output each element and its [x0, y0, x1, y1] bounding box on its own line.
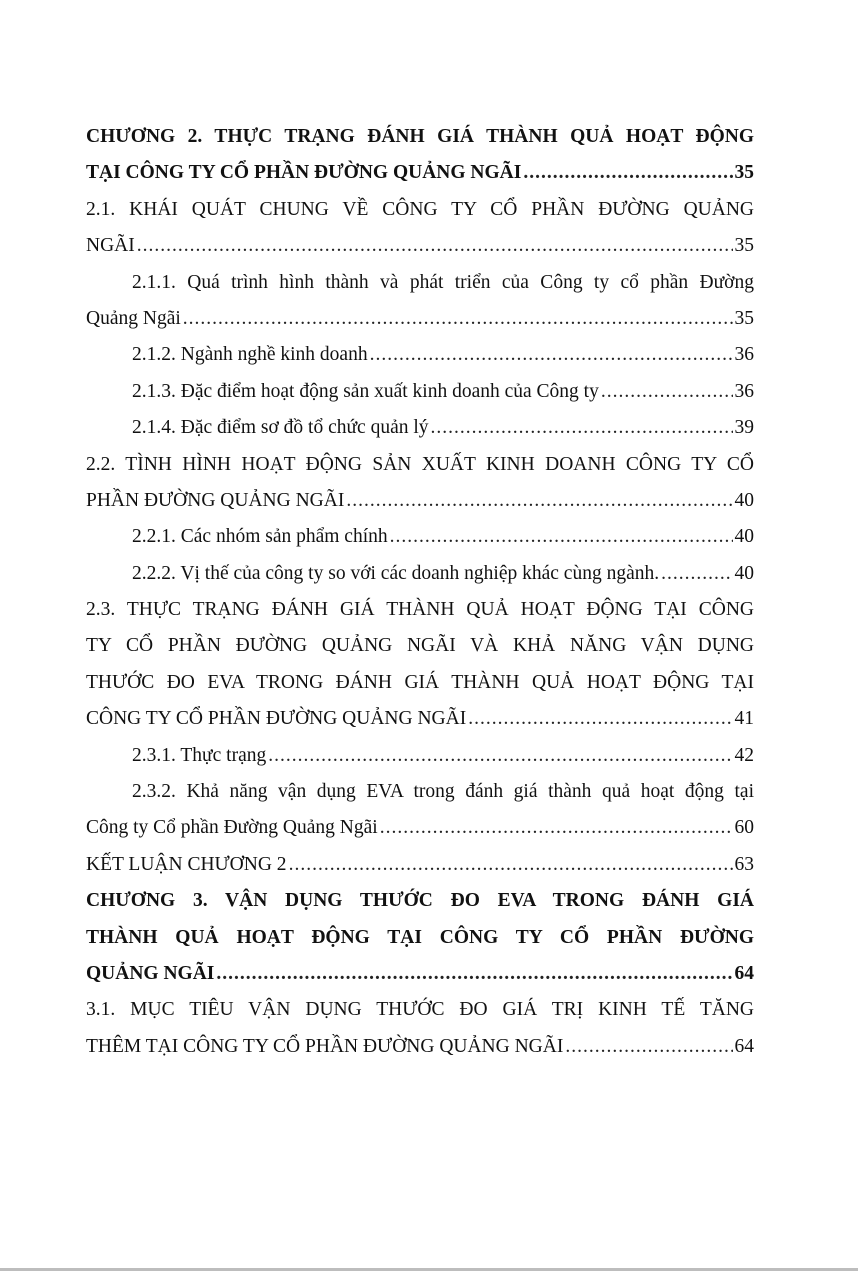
toc-page-number: 36 — [734, 380, 754, 402]
toc-entry-text: 2.1.2. Ngành nghề kinh doanh — [132, 344, 368, 366]
toc-entry-line: THƯỚC ĐO EVA TRONG ĐÁNH GIÁ THÀNH QUẢ HOẠT ĐỘNG TẠI — [86, 671, 754, 693]
toc-entry-2-3-1[interactable] — [86, 738, 754, 774]
dot-leader — [523, 155, 732, 191]
toc-entry-last-line — [86, 738, 754, 774]
toc-page-number: 35 — [734, 307, 754, 329]
toc-page-number: 39 — [734, 417, 754, 439]
toc-entry-2-2[interactable] — [86, 447, 754, 520]
toc-entry-last-line — [86, 847, 754, 883]
toc-entry-line: CHƯƠNG 3. VẬN DỤNG THƯỚC ĐO EVA TRONG ĐÁNH GIÁ — [86, 890, 754, 912]
toc-entry-2-1-3[interactable] — [86, 374, 754, 410]
toc-entry-2-2-1[interactable] — [86, 519, 754, 555]
toc-entry-text: 2.1.4. Đặc điểm sơ đồ tổ chức quản lý — [132, 417, 429, 439]
toc-entry-chapter-2[interactable] — [86, 119, 754, 192]
toc-page-number: 35 — [734, 235, 754, 257]
toc-page-number: 40 — [734, 489, 754, 511]
dot-leader — [183, 301, 733, 337]
dot-leader — [346, 483, 732, 519]
toc-entry-text: 2.2.2. Vị thế của công ty so với các doanh nghiệp khác cùng ngành. — [132, 562, 660, 584]
dot-leader — [216, 956, 732, 992]
toc-entry-2-1-4[interactable] — [86, 410, 754, 446]
toc-entry-last-line — [86, 483, 754, 519]
toc-entry-text: Quảng Ngãi — [86, 307, 181, 329]
dot-leader — [565, 1029, 732, 1065]
dot-leader — [431, 410, 733, 446]
dot-leader — [380, 810, 733, 846]
toc-entry-line: 2.2. TÌNH HÌNH HOẠT ĐỘNG SẢN XUẤT KINH DOANH CÔNG TY CỔ — [86, 453, 754, 475]
toc-entry-last-line — [86, 410, 754, 446]
toc-entry-text: PHẦN ĐƯỜNG QUẢNG NGÃI — [86, 489, 345, 511]
toc-entry-2-3-2[interactable] — [86, 774, 754, 847]
toc-entry-line: CHƯƠNG 2. THỰC TRẠNG ĐÁNH GIÁ THÀNH QUẢ HOẠT ĐỘNG — [86, 126, 754, 147]
toc-entry-text: TẠI CÔNG TY CỔ PHẦN ĐƯỜNG QUẢNG NGÃI — [86, 162, 522, 184]
toc-entry-last-line — [86, 1029, 754, 1065]
toc-entry-chapter-3[interactable] — [86, 883, 754, 992]
toc-entry-line: 2.3.2. Khả năng vận dụng EVA trong đánh giá thành quả hoạt động tại — [132, 781, 754, 803]
toc-entry-text: 2.2.1. Các nhóm sản phẩm chính — [132, 526, 388, 548]
toc-entry-last-line — [86, 374, 754, 410]
toc-page-number: 40 — [734, 526, 754, 548]
toc-entry-line: 2.3. THỰC TRẠNG ĐÁNH GIÁ THÀNH QUẢ HOẠT ĐỘNG TẠI CÔNG — [86, 599, 754, 621]
toc-entry-line: 2.1.1. Quá trình hình thành và phát triển của Công ty cổ phần Đường — [132, 271, 754, 293]
dot-leader — [661, 556, 732, 592]
toc-entry-text: 2.3.1. Thực trạng — [132, 744, 267, 766]
toc-page-number: 41 — [734, 708, 754, 730]
dot-leader — [601, 374, 733, 410]
dot-leader — [268, 738, 732, 774]
toc-page-number: 35 — [734, 162, 754, 184]
toc-entry-last-line — [86, 301, 754, 337]
table-of-contents — [86, 119, 754, 1065]
toc-entry-last-line — [86, 337, 754, 373]
toc-entry-text: 2.1.3. Đặc điểm hoạt động sản xuất kinh doanh của Công ty — [132, 380, 599, 402]
toc-entry-text: THÊM TẠI CÔNG TY CỔ PHẦN ĐƯỜNG QUẢNG NGÃI — [86, 1035, 564, 1057]
toc-entry-conclusion-chapter-2[interactable] — [86, 847, 754, 883]
toc-page-number: 64 — [734, 1035, 754, 1057]
dot-leader — [468, 701, 732, 737]
toc-entry-last-line — [86, 556, 754, 592]
toc-entry-text: QUẢNG NGÃI — [86, 962, 215, 984]
toc-entry-2-3[interactable] — [86, 592, 754, 738]
toc-entry-last-line — [86, 701, 754, 737]
toc-entry-last-line — [86, 519, 754, 555]
toc-entry-2-1-2[interactable] — [86, 337, 754, 373]
toc-entry-text: KẾT LUẬN CHƯƠNG 2 — [86, 853, 287, 875]
toc-entry-2-1-1[interactable] — [86, 265, 754, 338]
toc-entry-last-line — [86, 810, 754, 846]
toc-entry-3-1[interactable] — [86, 992, 754, 1065]
dot-leader — [289, 847, 733, 883]
toc-entry-last-line — [86, 956, 754, 992]
dot-leader — [390, 519, 733, 555]
toc-entry-line: 2.1. KHÁI QUÁT CHUNG VỀ CÔNG TY CỔ PHẦN ĐƯỜNG QUẢNG — [86, 198, 754, 220]
toc-entry-text: NGÃI — [86, 235, 135, 257]
toc-entry-line: THÀNH QUẢ HOẠT ĐỘNG TẠI CÔNG TY CỔ PHẦN ĐƯỜNG — [86, 926, 754, 948]
toc-page-number: 36 — [734, 344, 754, 366]
toc-page-number: 60 — [734, 817, 754, 839]
toc-entry-line: 3.1. MỤC TIÊU VẬN DỤNG THƯỚC ĐO GIÁ TRỊ KINH TẾ TĂNG — [86, 999, 754, 1021]
toc-entry-last-line — [86, 228, 754, 264]
toc-entry-line: TY CỔ PHẦN ĐƯỜNG QUẢNG NGÃI VÀ KHẢ NĂNG VẬN DỤNG — [86, 635, 754, 657]
toc-entry-text: Công ty Cổ phần Đường Quảng Ngãi — [86, 817, 378, 839]
toc-entry-2-2-2[interactable] — [86, 556, 754, 592]
toc-page-number: 63 — [734, 853, 754, 875]
toc-page-number: 64 — [734, 962, 754, 984]
toc-page-number: 40 — [734, 562, 754, 584]
toc-page-number: 42 — [734, 744, 754, 766]
toc-entry-2-1[interactable] — [86, 192, 754, 265]
dot-leader — [370, 337, 733, 373]
toc-entry-last-line — [86, 155, 754, 191]
toc-entry-text: CÔNG TY CỔ PHẦN ĐƯỜNG QUẢNG NGÃI — [86, 708, 467, 730]
dot-leader — [137, 228, 733, 264]
